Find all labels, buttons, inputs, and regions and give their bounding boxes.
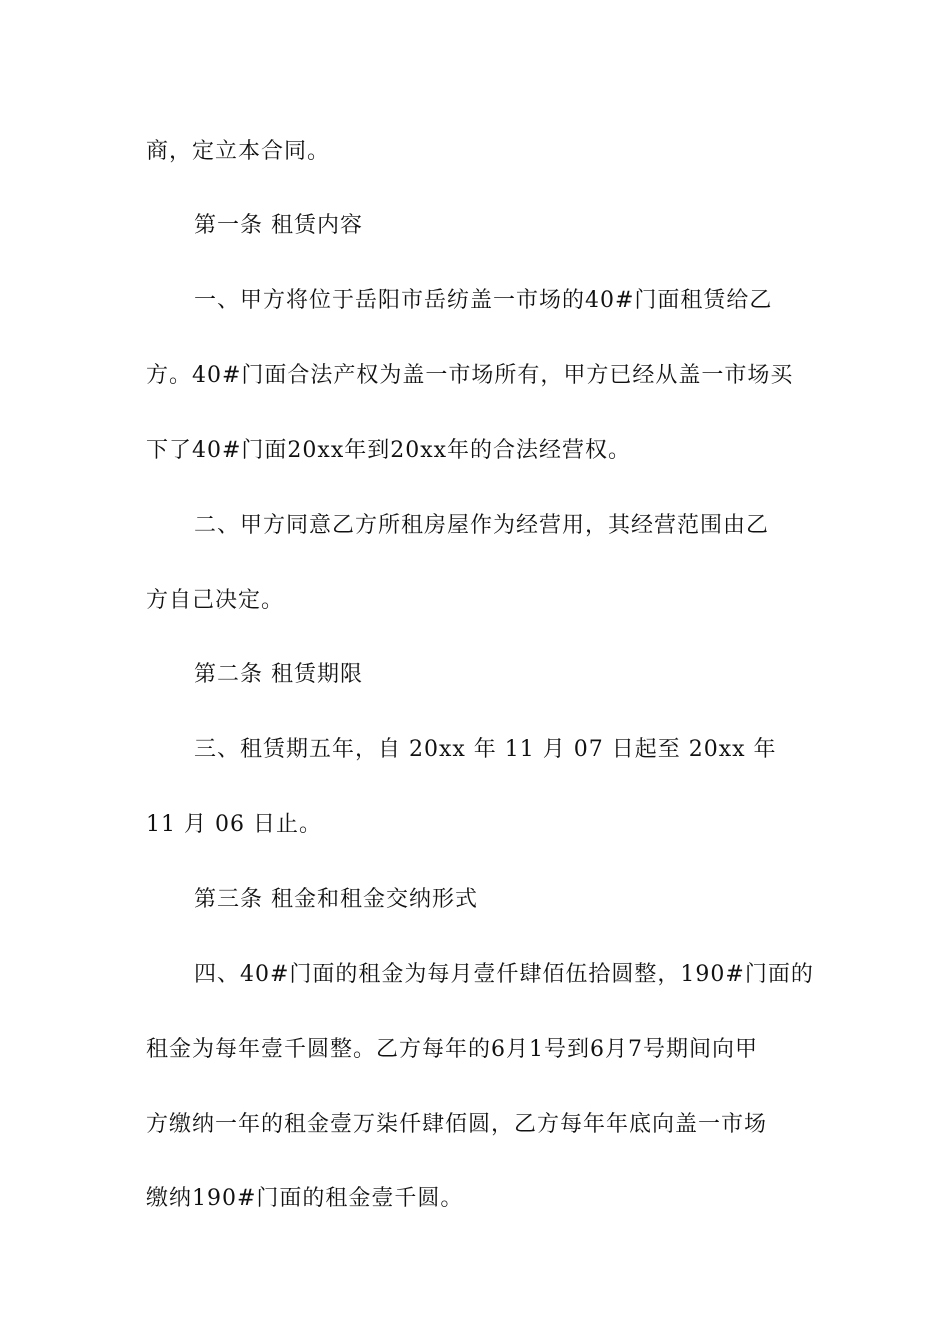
article-1-heading: 第一条 租赁内容 [194,213,363,238]
clause-3-line-1-text: 三、租赁期五年，自 20xx 年 11 月 07 日起至 20xx 年 [194,737,777,762]
article-3-heading: 第三条 租金和租金交纳形式 [194,887,478,912]
clause-4-line-1: 四、40#门面的租金为每月壹仟肆佰伍拾圆整，190#门面的 [194,962,814,987]
clause-3-line-2: 11 月 06 日止。 [146,812,322,837]
clause-1-line-1: 一、甲方将位于岳阳市岳纺盖一市场的40#门面租赁给乙 [194,288,773,313]
clause-1-line-2: 方。40#门面合法产权为盖一市场所有，甲方已经从盖一市场买 [146,363,794,388]
clause-2-line-1: 二、甲方同意乙方所租房屋作为经营用，其经营范围由乙 [194,513,770,538]
clause-4-line-2: 租金为每年壹千圆整。乙方每年的6月1号到6月7号期间向甲 [146,1037,758,1062]
clause-4-line-3: 方缴纳一年的租金壹万柒仟肆佰圆，乙方每年年底向盖一市场 [146,1112,768,1137]
clause-2-line-2: 方自己决定。 [146,588,285,613]
clause-4-line-4: 缴纳190#门面的租金壹千圆。 [146,1186,464,1211]
clause-3-line-1 [194,736,806,764]
paragraph-continuation: 商，定立本合同。 [146,139,331,164]
clause-1-line-3: 下了40#门面20xx年到20xx年的合法经营权。 [146,438,632,463]
article-2-heading: 第二条 租赁期限 [194,662,363,687]
